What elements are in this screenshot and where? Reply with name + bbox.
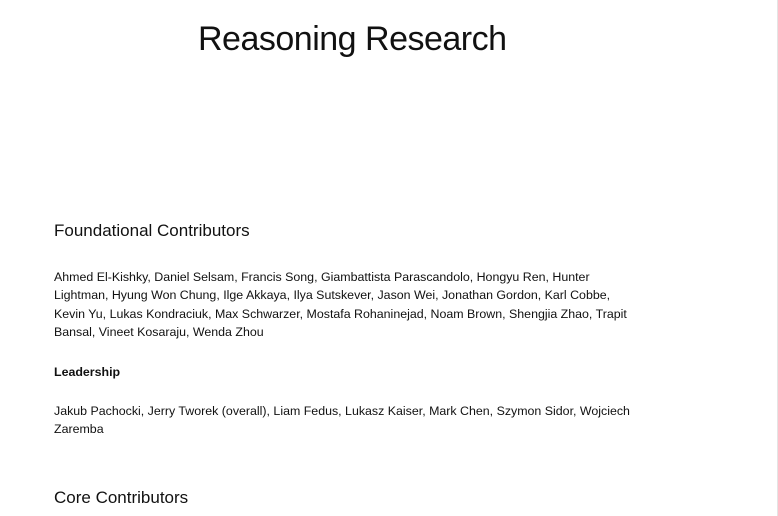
foundational-contributors-heading: Foundational Contributors xyxy=(54,221,250,240)
page-title: Reasoning Research xyxy=(198,20,507,58)
leadership-list: Jakub Pachocki, Jerry Tworek (overall), Liam Fedus, Lukasz Kaiser, Mark Chen, Szymon Sidor, Wojciech Zaremba xyxy=(54,404,630,437)
foundational-contributors-list: Ahmed El-Kishky, Daniel Selsam, Francis Song, Giambattista Parascandolo, Hongyu Ren, Hunter Lightman, Hyung Won Chung, Ilge Akkaya, Ilya Sutskever, Jason Wei, Jonathan Gordon, Karl Cobbe, Kevin Yu, Lukas Kondraciuk, Max Schwarzer, Mostafa Rohaninejad, Noam Brown, Shengjia Zhao, Trapit Bansal, Vineet Kosaraju, Wenda Zhou xyxy=(54,270,627,339)
leadership-heading: Leadership xyxy=(54,365,121,379)
core-contributors-heading: Core Contributors xyxy=(54,488,189,507)
